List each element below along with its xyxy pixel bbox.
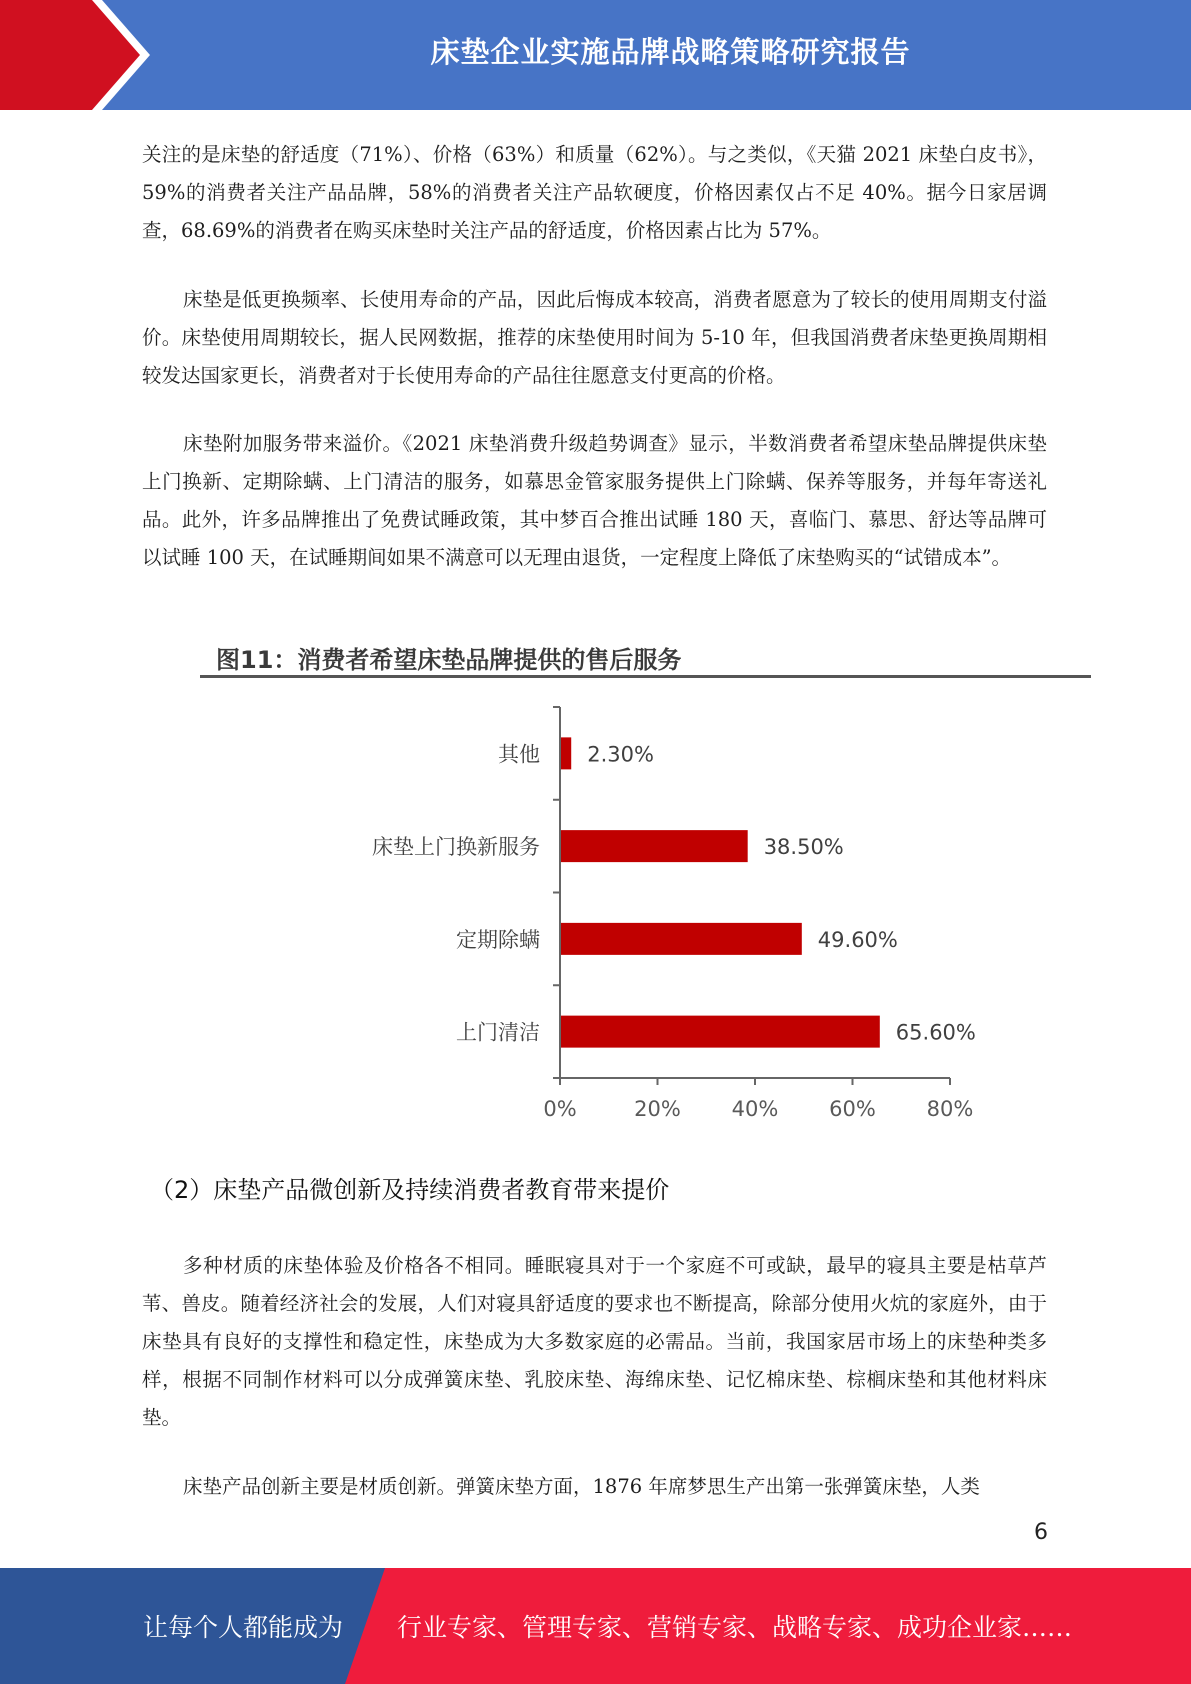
value-label: 65.60%	[895, 1020, 976, 1045]
chart-title-rule	[200, 675, 1091, 678]
paragraph-4: 多种材质的床垫体验及价格各不相同。睡眠寝具对于一个家庭不可或缺，最早的寝具主要是枯草芦苇、兽皮。随着经济社会的发展，人们对寝具舒适度的要求也不断提高，除部分使用火炕的家庭外，由于床垫具有良好的支撑性和稳定性，床垫成为大多数家庭的必需品。当前，我国家居市场上的床垫种类多样，根据不同制作材料可以分成弹簧床垫、乳胶床垫、海绵床垫、记忆棉床垫、棕榈床垫和其他材料床垫。	[142, 1254, 1047, 1429]
value-label: 2.30%	[587, 742, 654, 767]
bar-chart	[300, 690, 1000, 1130]
category-label: 定期除螨	[456, 927, 540, 952]
value-label: 49.60%	[817, 927, 898, 952]
page-footer	[0, 1568, 1191, 1684]
page-number: 6	[1034, 1520, 1048, 1545]
footer-slogan-right: 行业专家、管理专家、营销专家、战略专家、成功企业家……	[397, 1613, 1073, 1642]
paragraph-3: 床垫附加服务带来溢价。《2021 床垫消费升级趋势调查》显示，半数消费者希望床垫品牌提供床垫上门换新、定期除螨、上门清洁的服务，如慕思金管家服务提供上门除螨、保养等服务，并每年寄送礼品。此外，许多品牌推出了免费试睡政策，其中梦百合推出试睡 180 天，喜临门、慕思、舒达等品牌可以试睡 100 天，在试睡期间如果不满意可以无理由退货，一定程度上降低了床垫购买的“试错成本”。	[142, 432, 1047, 569]
paragraph-2: 床垫是低更换频率、长使用寿命的产品，因此后悔成本较高，消费者愿意为了较长的使用周期支付溢价。床垫使用周期较长，据人民网数据，推荐的床垫使用时间为 5-10 年，但我国消费者床垫更换周期相较发达国家更长，消费者对于长使用寿命的产品往往愿意支付更高的价格。	[142, 288, 1047, 387]
category-label: 其他	[498, 742, 540, 767]
chart-title: 图11：消费者希望床垫品牌提供的售后服务	[216, 646, 682, 674]
header-chevron-decoration	[0, 0, 150, 110]
value-label: 38.50%	[763, 835, 844, 860]
category-label: 上门清洁	[456, 1020, 540, 1045]
bar	[561, 1016, 880, 1048]
paragraph-1: 关注的是床垫的舒适度（71%）、价格（63%）和质量（62%）。与之类似，《天猫 2021 床垫白皮书》，59%的消费者关注产品品牌，58%的消费者关注产品软硬度，价格因素仅占不足 40%。据今日家居调查，68.69%的消费者在购买床垫时关注产品的舒适度，价格因素占比为 57%。	[142, 143, 1047, 242]
x-tick-label: 20%	[634, 1097, 681, 1121]
chart-bars	[561, 737, 880, 1047]
report-title: 床垫企业实施品牌战略策略研究报告	[430, 34, 911, 69]
bar	[561, 830, 748, 862]
footer-slogan-left: 让每个人都能成为	[143, 1613, 344, 1642]
category-label: 床垫上门换新服务	[372, 835, 540, 860]
section-heading: （2）床垫产品微创新及持续消费者教育带来提价	[150, 1176, 670, 1204]
x-tick-label: 60%	[829, 1097, 876, 1121]
paragraph-5: 床垫产品创新主要是材质创新。弹簧床垫方面，1876 年席梦思生产出第一张弹簧床垫，人类	[183, 1475, 980, 1498]
page-header	[0, 0, 1191, 110]
x-tick-label: 0%	[543, 1097, 577, 1121]
x-tick-label: 40%	[731, 1097, 779, 1121]
bar	[561, 737, 571, 769]
bar	[561, 923, 802, 955]
x-tick-label: 80%	[926, 1097, 974, 1121]
